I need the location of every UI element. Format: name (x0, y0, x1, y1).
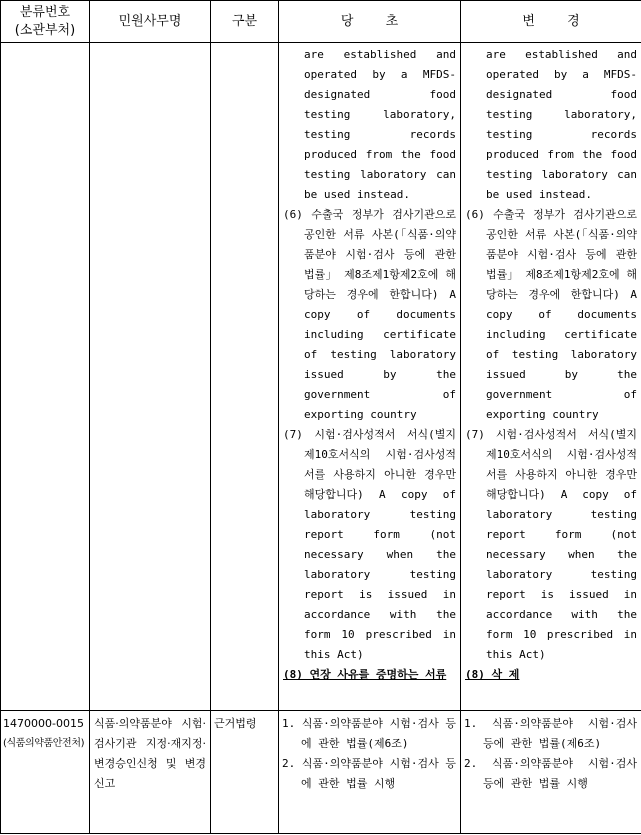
original-cell (279, 43, 461, 711)
service-name-cell (90, 711, 211, 834)
changed-legal-basis-cell (461, 711, 641, 834)
service-name: 식품·의약품분야 시험·검사기관 지정·재지정·변경승인신청 및 변경신고 (94, 717, 206, 790)
changed-item-6: (6) 수출국 정부가 검사기관으로 공인한 서류 사본(「식품·의약품분야 시험·검사 등에 관한 법률」 제8조제1항제2호에 해당하는 경우에 한합니다) A copy of documents including certificate of testing laboratory issued by the government of exporting country (465, 208, 637, 421)
header-classification-line2: (소관부처) (14, 22, 76, 38)
empty-cell (1, 43, 90, 711)
original-item-8: (8) 연장 사유를 증명하는 서류 (283, 668, 447, 681)
original-item-7: (7) 시험·검사성적서 서식(별지 제10호서식의 시험·검사성적서를 사용하지 아니한 경우만 해당합니다) A copy of laboratory testing report form (not necessary when the laboratory testing report is issued in accordance with the form 10 prescribed in this Act) (283, 428, 456, 661)
category-label: 근거법령 (214, 717, 257, 730)
table-row (1, 711, 641, 834)
changed-cell (461, 43, 641, 711)
original-continued-text: are established and operated by a MFDS-designated food testing laboratory, testing records produced from the food testing laboratory can be used instead. (304, 48, 456, 201)
original-legal-basis-cell (279, 711, 461, 834)
header-row (1, 1, 641, 43)
header-original: 당 초 (279, 1, 461, 43)
changed-item-8: (8) 삭 제 (465, 668, 520, 681)
changed-basis-1: 1. 식품·의약품분야 시험·검사 등에 관한 법률(제6조) (464, 717, 637, 750)
header-classification (1, 1, 90, 43)
empty-cell (211, 43, 279, 711)
table-row (1, 43, 641, 711)
original-basis-2: 2. 식품·의약품분야 시험·검사 등에 관한 법률 시행 (282, 757, 456, 790)
header-classification-line1: 분류번호 (19, 4, 71, 20)
classification-cell (1, 711, 90, 834)
header-category: 구분 (211, 1, 279, 43)
classification-code: 1470000-0015 (3, 717, 84, 730)
original-basis-1: 1. 식품·의약품분야 시험·검사 등에 관한 법률(제6조) (282, 717, 456, 750)
header-changed: 변 경 (461, 1, 641, 43)
changed-basis-2: 2. 식품·의약품분야 시험·검사 등에 관한 법률 시행 (464, 757, 637, 790)
changed-continued-text: are established and operated by a MFDS-designated food testing laboratory, testing records produced from the food testing laboratory can be used instead. (486, 48, 637, 201)
header-service-name: 민원사무명 (90, 1, 211, 43)
category-cell (211, 711, 279, 834)
ministry-name: (식품의약품안전처) (3, 738, 85, 749)
changed-item-7: (7) 시험·검사성적서 서식(별지 제10호서식의 시험·검사성적서를 사용하지 아니한 경우만 해당합니다) A copy of laboratory testing report form (not necessary when the laboratory testing report is issued in accordance with the form 10 prescribed in this Act) (465, 428, 637, 661)
original-item-6: (6) 수출국 정부가 검사기관으로 공인한 서류 사본(「식품·의약품분야 시험·검사 등에 관한 법률」 제8조제1항제2호에 해당하는 경우에 한합니다) A copy of documents including certificate of testing laboratory issued by the government of exporting country (283, 208, 456, 421)
empty-cell (90, 43, 211, 711)
